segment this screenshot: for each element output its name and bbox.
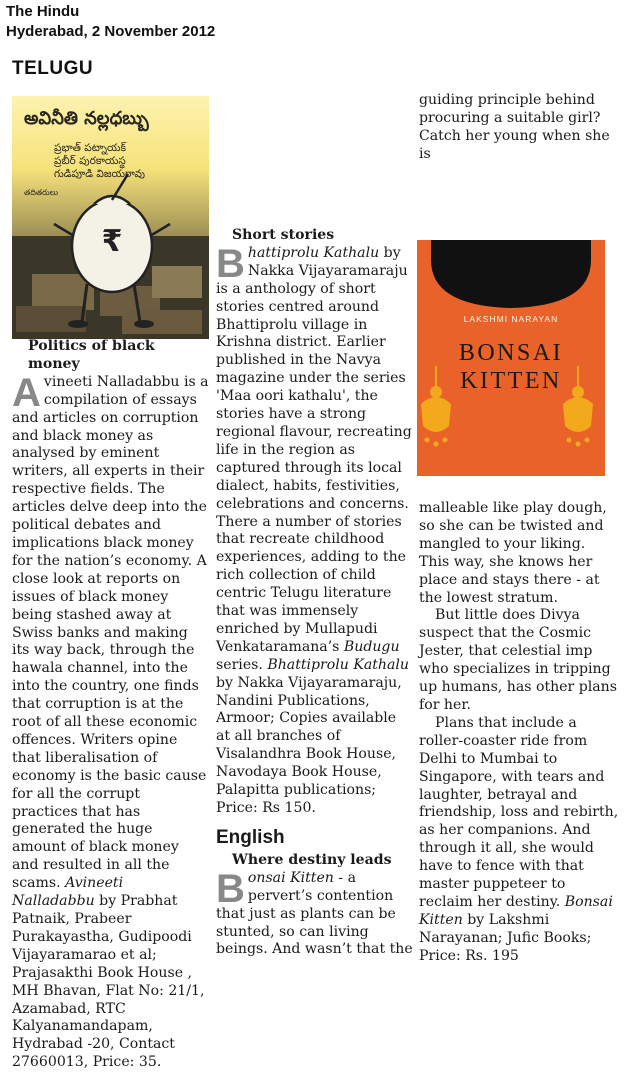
cover1-author: ప్రబీర్ పురకాయస్థ xyxy=(54,155,126,167)
body-text: malleable like play dough, so she can be twisted and mangled to your liking. This way, she knows her place and stays there - at the lowest stratum. xyxy=(419,500,607,606)
article-body xyxy=(216,241,413,818)
section-title-english: English xyxy=(216,826,285,848)
rupee-symbol: ₹ xyxy=(101,224,123,259)
book-title: onsai Kitten xyxy=(247,869,334,886)
body-text-continued: guiding principle behind procuring a suitable girl? Catch her young when she is xyxy=(419,92,610,162)
body-paragraph xyxy=(419,715,619,966)
book-credits: by Lakshmi Narayanan; Jufic Books; Price: Rs. 195 xyxy=(419,911,592,964)
drop-cap: B xyxy=(216,241,245,286)
article-politics-of-black-money xyxy=(12,338,209,1072)
book-title: Bhattiprolu Kathalu xyxy=(267,656,409,673)
cover1-title: అవినీతి నల్లధబ్బు xyxy=(24,108,149,129)
body-text: series. xyxy=(216,656,268,673)
cover1-authors xyxy=(54,142,204,181)
article-short-stories xyxy=(216,92,413,959)
section-title-telugu: TELUGU xyxy=(12,58,94,79)
book-title: Bonsai Kitten xyxy=(419,893,613,928)
series-title: Budugu xyxy=(343,638,400,655)
cover1-author: ప్రభాత్ పట్నాయక్ xyxy=(54,142,126,154)
cover1-author: గుడిపూడి విజయరావు xyxy=(54,168,146,180)
body-text: - a pervert’s contention that just as plants can be stunted, so can living beings. And wasn’t that the xyxy=(216,869,413,958)
dateline: Hyderabad, 2 November 2012 xyxy=(6,23,216,40)
article-heading: Short stories xyxy=(232,227,335,243)
article-heading: Politics of black money xyxy=(28,338,155,372)
book-cover-bonsai-kitten xyxy=(417,240,605,476)
book-title: Avineeti Nalladabbu xyxy=(12,875,124,910)
cover2-title-line2: KITTEN xyxy=(460,368,562,394)
paper-name: The Hindu xyxy=(6,3,80,20)
book-credits: by Prabhat Patnaik, Prabeer Purakayastha, Gudipoodi Vijayaramarao et al; Prajasakthi Book House , MH Bhavan, Flat No: 21/1, Azamabad, RTC Kalyanamandapam, Hydrabad -20, Contact 27660013, Price: 35. xyxy=(12,893,205,1071)
masthead xyxy=(6,2,215,42)
body-text: by Nakka Vijayaramaraju is a anthology of short stories centred around Bhattiprolu village in Krishna district. Earlier published in the Navya magazine under the series 'Maa oori kathalu', the stories have a strong regional flavour, recreating life in the region as captured through its local dialect, habits, festivities, celebrations and concerns. There a number of stories that recreate childhood experiences, adding to the rich collection of child centric Telugu literature that was immensely enriched by Mullapudi Venkataramana’s xyxy=(216,244,412,655)
article-where-destiny-leads-top xyxy=(419,92,619,164)
body-paragraph: But little does Divya suspect that the Cosmic Jester, that celestial imp who specializes in tripping up humans, has other plans for her. xyxy=(419,607,617,713)
book-title: hattiprolu Kathalu xyxy=(247,244,380,261)
article1-continued xyxy=(216,92,413,227)
article-heading: Where destiny leads xyxy=(232,851,392,868)
cover1-misc: తదితరులు xyxy=(24,188,59,197)
drop-cap: B xyxy=(216,866,245,911)
article-body xyxy=(216,866,413,960)
drop-cap: A xyxy=(12,370,41,415)
book-credits: by Nakka Vijayaramaraju, Nandini Publications, Armoor; Copies available at all branches of Visalandhra Book House, Navodaya Book House, Palapitta publications; Price: Rs 150. xyxy=(216,674,402,816)
cover2-title-line1: BONSAI xyxy=(458,340,564,366)
book-cover-avineeti-nalladabbu xyxy=(12,96,209,339)
body-text: Plans that include a roller-coaster ride from Delhi to Mumbai to Singapore, with tears and laughter, betrayal and friendship, loss and rebirth, as her companions. And through it all, she would have to fence with that master puppeteer to reclaim her destiny. xyxy=(419,714,619,910)
article-body xyxy=(12,370,209,1072)
body-text: vineeti Nalladabbu is a compilation of essays and articles on corruption and black money as analysed by eminent writers, all experts in their respective fields. The articles delve deep into the political debates and implications black money for the nation’s economy. A close look at reports on issues of black money being stashed away at Swiss banks and making its way back, through the hawala channel, into the into the country, one finds that corruption is at the root of all these economic offences. Writers opine that liberalisation of economy is the basic cause for all the corrupt practices that has generated the huge amount of black money and resulted in all the scams. xyxy=(12,373,209,892)
cover2-author: LAKSHMI NARAYAN xyxy=(463,314,559,324)
article-where-destiny-leads xyxy=(419,500,619,966)
